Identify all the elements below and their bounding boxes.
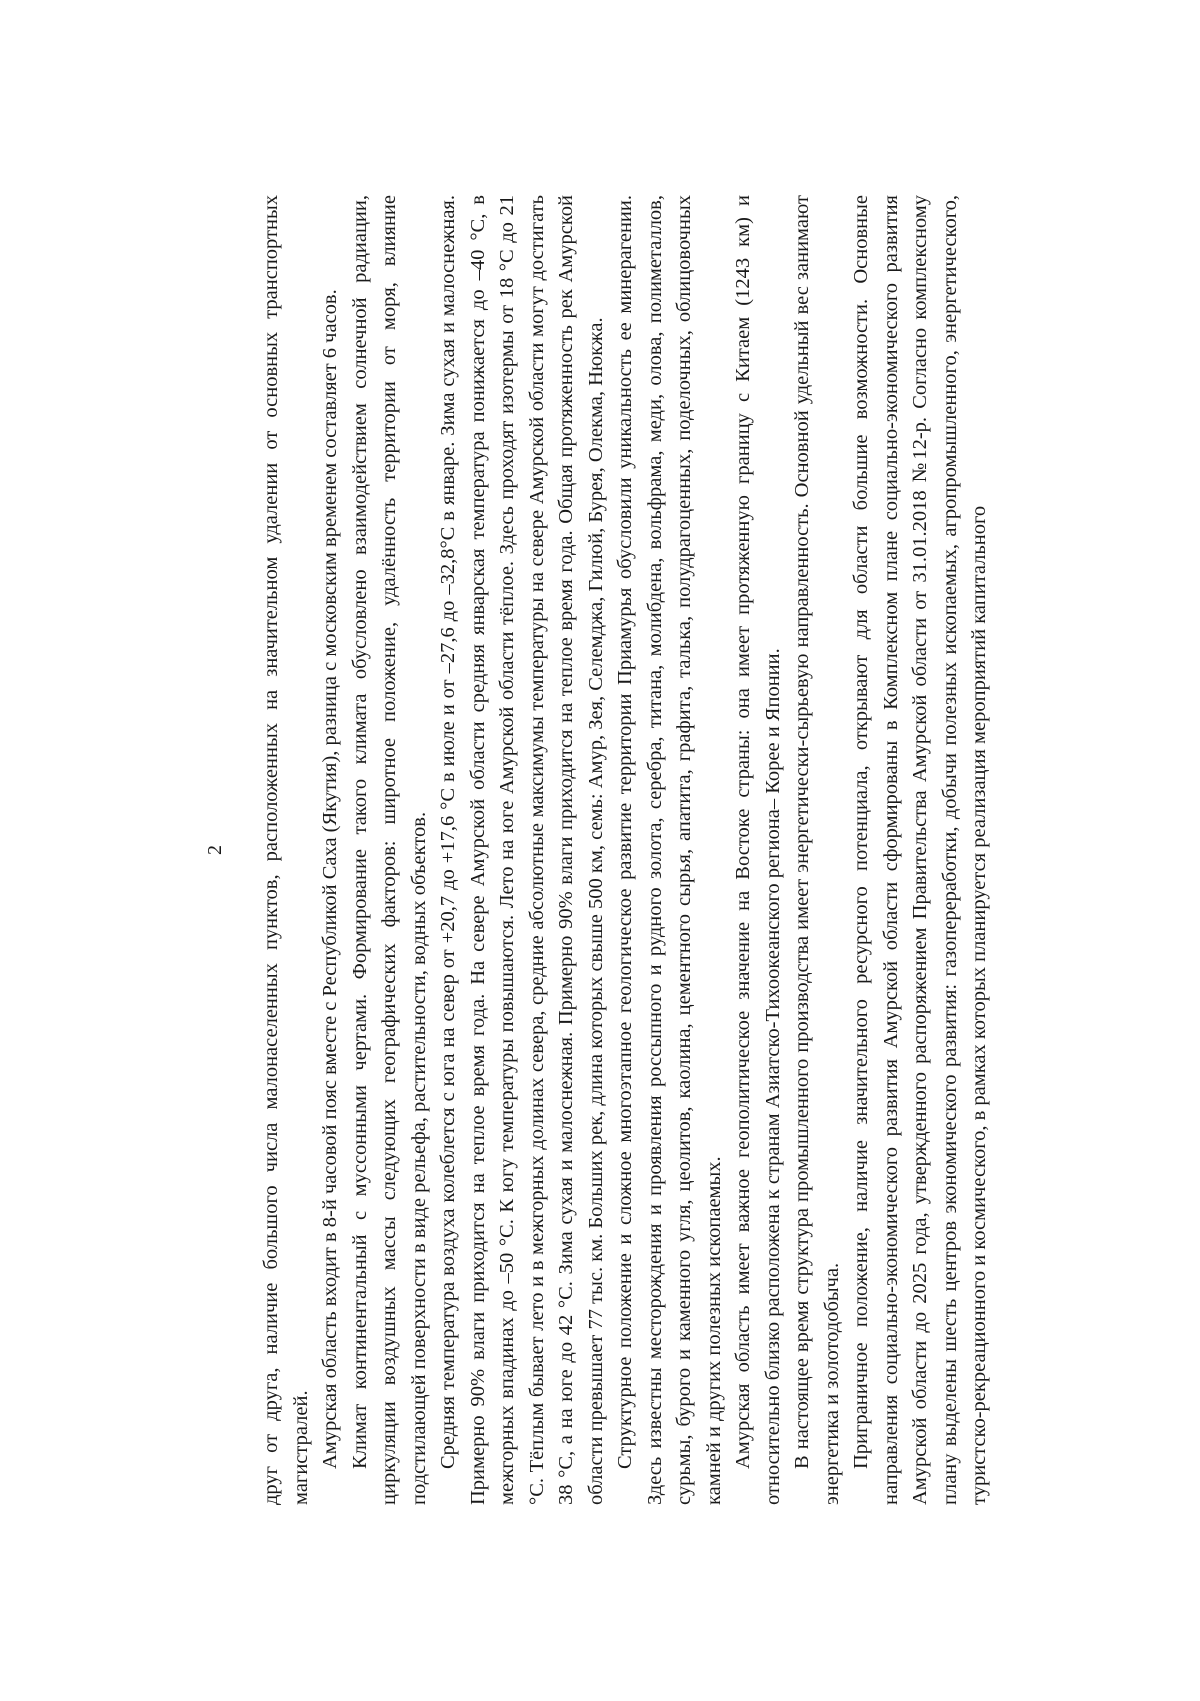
page-number: 2: [204, 845, 226, 855]
paragraph-8: Приграничное положение, наличие значительного ресурсного потенциала, открывают для области большие возможности. Основные направления социально-экономического развития Амурской области сформированы в Комплексном плане социально-экономического развития Амурской области до 2025 года, утвержденного распоряжением Правительства Амурской области от 31.01.2018 №12-р. Согласно комплексному плану выделены шесть центров экономического развития: газопереработки, добычи полезных ископаемых, агропромышленного, энергетического, туристско-рекреационного и космического, в рамках которых планируется реализация мероприятий капитального: [850, 195, 990, 1505]
rotated-document-page: [205, 195, 1095, 1505]
paragraph-1: друг от друга, наличие большого числа малонаселенных пунктов, расположенных на значительном удалении от основных транспортных магистралей.: [260, 195, 312, 1505]
paragraph-6: Амурская область имеет важное геополитическое значение на Востоке страны: она имеет протяженную границу с Китаем (1243 км) и относительно близко расположена к странам Азиатско-Тихоокеанского региона– Корее и Японии.: [732, 195, 784, 1505]
document-body: [257, 195, 995, 1505]
paragraph-5: Структурное положение и сложное многоэтапное геологическое развитие территории Приамурья обусловили уникальность ее минерагении. Здесь известны месторождения и проявления россыпного и рудного золота, серебра, титана, молибдена, вольфрама, меди, олова, полиметаллов, сурьмы, бурого и каменного угля, цеолитов, каолина, цементного сырья, апатита, графита, талька, полудрагоценных, поделочных, облицовочных камней и других полезных ископаемых.: [614, 195, 725, 1505]
paragraph-4: Средняя температура воздуха колеблется с юга на север от +20,7 до +17,6 °С в июле и от –27,6 до –32,8°С в январе. Зима сухая и малоснежная. Примерно 90% влаги приходится на теплое время года. На севере Амурской области средняя январская температура понижается до –40 °С, в межгорных впадинах до –50 °С. К югу температуры повышаются. Лето на юге Амурской области тёплое. Здесь проходят изотермы от 18 °С до 21 °С. Тёплым бывает лето и в межгорных долинах севера, средние абсолютные максимумы температуры на севере Амурской области могут достигать 38 °С, а на юге до 42 °С. Зима сухая и малоснежная. Примерно 90% влаги приходится на теплое время года. Общая протяженность рек Амурской области превышает 77 тыс. км. Больших рек, длина которых свыше 500 км, семь: Амур, Зея, Селемджа, Гилюй, Бурея, Олекма, Нюкжа.: [437, 195, 607, 1505]
paragraph-7: В настоящее время структура промышленного производства имеет энергетически-сырьевую направленность. Основной удельный вес занимают энергетика и золотодобыча.: [791, 195, 843, 1505]
paragraph-2: Амурская область входит в 8-й часовой пояс вместе с Республикой Саха (Якутия), разница с московским временем составляет 6 часов.: [319, 289, 341, 1469]
paragraph-3: Климат континентальный с муссонными чертами. Формирование такого климата обусловлено взаимодействием солнечной радиации, циркуляции воздушных массы следующих географических факторов: широтное положение, удалённость территории от моря, влияние подстилающей поверхности в виде рельефа, растительности, водных объектов.: [348, 195, 430, 1505]
